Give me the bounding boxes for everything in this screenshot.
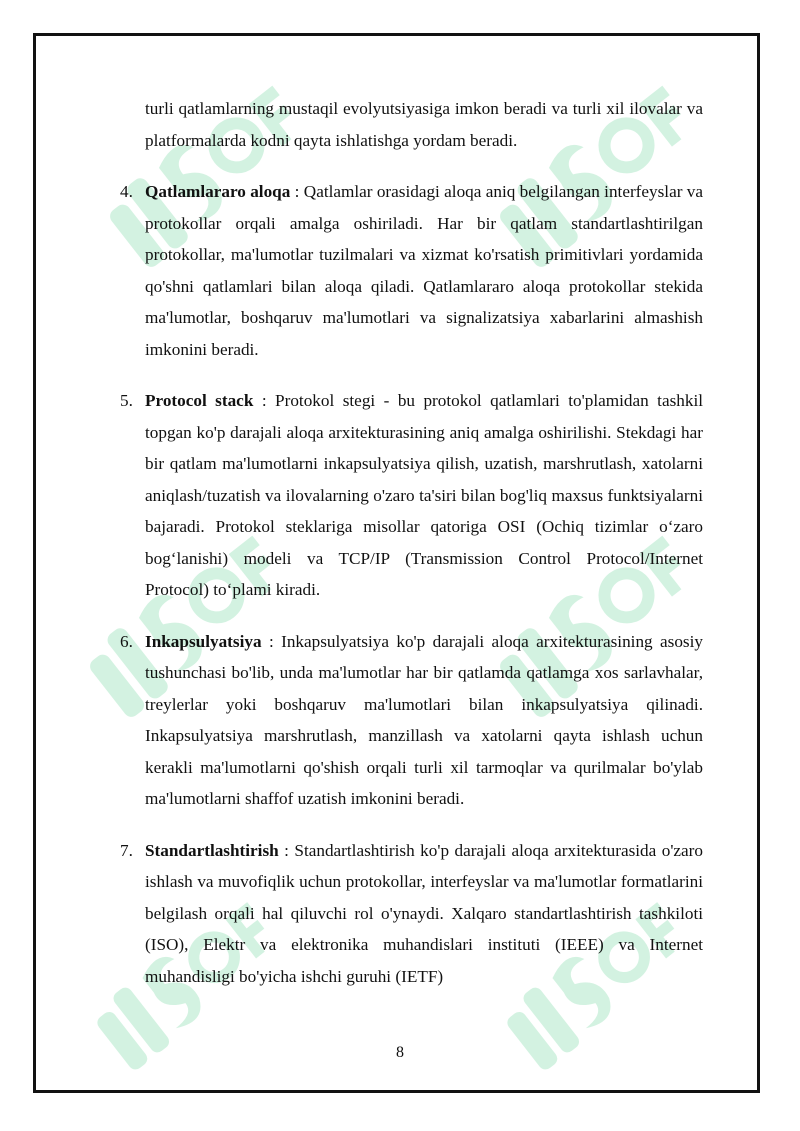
document-body <box>120 93 703 992</box>
list-item-body <box>145 176 703 365</box>
list-item-number: 4. <box>120 182 133 201</box>
list-item-4 <box>120 176 703 365</box>
list-item-number: 6. <box>120 631 133 651</box>
list-item-term: Protocol stack <box>145 391 254 410</box>
list-item-body <box>145 835 703 993</box>
list-item-text: : Inkapsulyatsiya ko'p darajali aloqa arxitekturasining asosiy tushunchasi bo'lib, unda ma'lumotlar har bir qatlamda qatlamga xos sarlavhalar, treylerlar yoki boshqaruv ma'lumotlari bilan inkapsulyatsiya qilinadi. Inkapsulyatsiya marshrutlash, manzillash va xatolarni qayta ishlash uchun kerakli ma'lumotlarni qo'shish orqali turli xil tarmoqlar va qurilmalar bo'ylab ma'lumotlarni shaffof uzatish imkonini beradi. <box>145 631 703 808</box>
list-item-5 <box>120 385 703 606</box>
list-item-text: : Standartlashtirish ko'p darajali aloqa arxitekturasida o'zaro ishlash va muvofiqlik uchun protokollar, interfeyslar va ma'lumotlar formatlarini belgilash orqali hal qiluvchi rol o'ynaydi. Xalqaro standartlashtirish tashkiloti (ISO), Elektr va elektronika muhandislari instituti (IEEE) va Internet muhandisligi bo'yicha ishchi guruhi (IETF) <box>145 840 703 986</box>
list-item-text: : Protokol stegi - bu protokol qatlamlari to'plamidan tashkil topgan ko'p darajali aloqa arxitekturasining aniq amalga oshirilishi. Stekdagi har bir qatlam ma'lumotlarni inkapsulyatsiya qilish, uzatish, marshrutlash, xatolarni aniqlash/tuzatish va ilovalarning o'zaro ta'siri bilan bog'liq maxsus funktsiyalarni bajaradi. Protokol steklariga misollar qatoriga OSI (Ochiq tizimlar o‘zaro bog‘lanishi) modeli va TCP/IP (Transmission Control Protocol/Internet Protocol) to‘plami kiradi. <box>145 391 703 599</box>
intro-paragraph: turli qatlamlarning mustaqil evolyutsiyasiga imkon beradi va turli xil ilovalar va platformalarda kodni qayta ishlatishga yordam beradi. <box>145 99 703 150</box>
list-item-body <box>145 626 703 815</box>
list-item-number: 7. <box>120 840 133 860</box>
list-item-number: 5. <box>120 391 133 410</box>
list-item-text: : Qatlamlar orasidagi aloqa aniq belgilangan interfeyslar va protokollar orqali amalga oshiriladi. Har bir qatlam standartlashtirilgan protokollar, ma'lumotlar tuzilmalari va xizmat ko'rsatish primitivlari yordamida qo'shni qatlamlari bilan aloqa qiladi. Qatlamlararo aloqa protokollar stekida ma'lumotlar, boshqaruv ma'lumotlari va signalizatsiya xabarlarini almashish imkonini beradi. <box>145 182 703 359</box>
list-item-7 <box>120 835 703 993</box>
page-number: 8 <box>396 1044 404 1061</box>
list-item-term: Standartlashtirish <box>145 840 279 860</box>
list-item-term: Inkapsulyatsiya <box>145 631 262 651</box>
numbered-list <box>120 176 703 992</box>
list-item-term: Qatlamlararo aloqa <box>145 182 291 201</box>
list-item-6 <box>120 626 703 815</box>
list-item-body <box>145 385 703 606</box>
